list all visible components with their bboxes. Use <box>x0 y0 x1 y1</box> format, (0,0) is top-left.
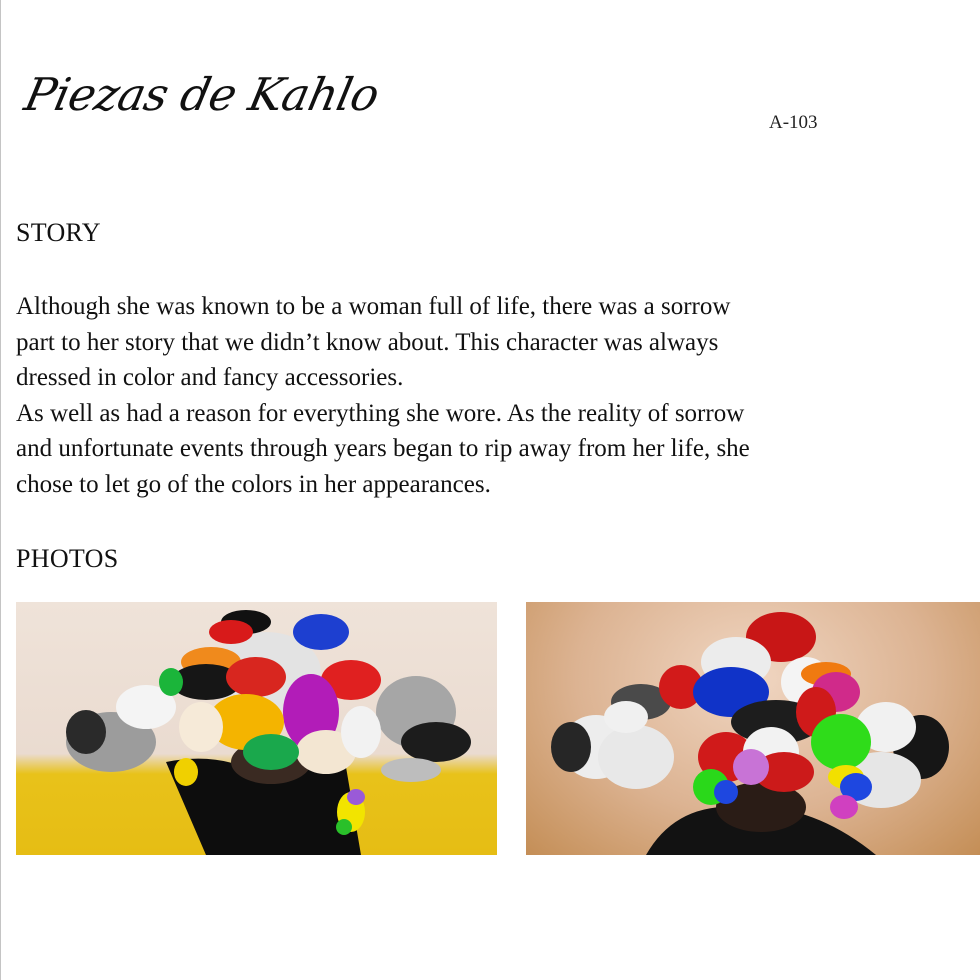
story-line: dressed in color and fancy accessories. <box>16 364 404 391</box>
story-line: As well as had a reason for everything she wore. As the reality of sorrow <box>16 399 745 427</box>
story-text <box>16 289 916 502</box>
photo-headpiece-back-view[interactable] <box>526 602 980 855</box>
photo-illustration <box>16 602 497 855</box>
page-title: Piezas de Kahlo <box>20 68 384 121</box>
photo-illustration <box>526 602 980 855</box>
story-line: part to her story that we didn’t know about. This character was always <box>16 328 719 356</box>
story-heading: STORY <box>16 218 101 247</box>
story-line: and unfortunate events through years began to rip away from her life, she <box>16 435 750 462</box>
photos-heading: PHOTOS <box>16 544 119 573</box>
story-line: chose to let go of the colors in her appearances. <box>16 470 491 498</box>
page-left-border <box>0 0 1 980</box>
photo-headpiece-top-view[interactable] <box>16 602 497 855</box>
piece-code: A-103 <box>769 112 818 133</box>
story-line: Although she was known to be a woman full of life, there was a sorrow <box>16 293 731 320</box>
